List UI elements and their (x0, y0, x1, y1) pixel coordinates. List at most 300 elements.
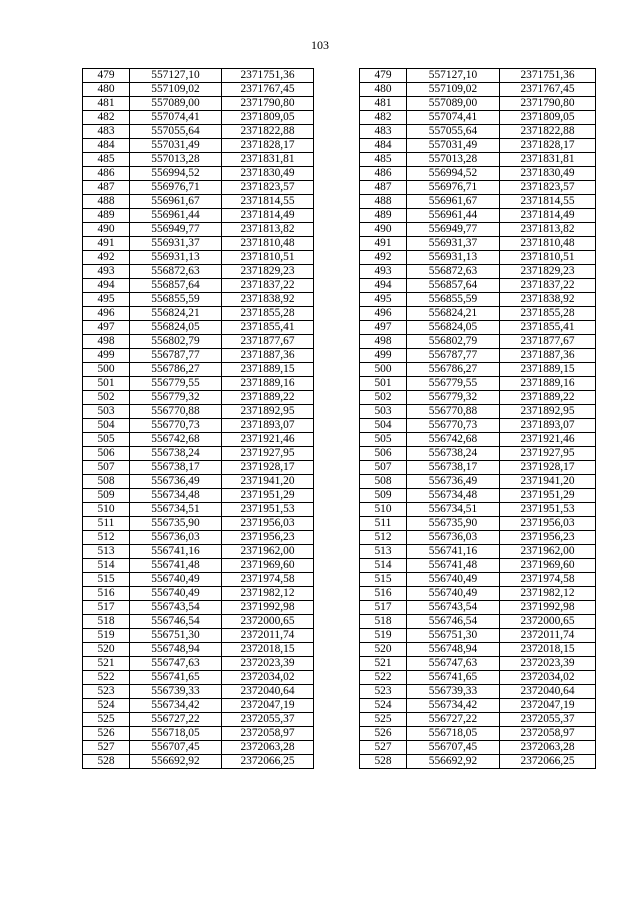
right-y-coordinate-cell: 2372066,25 (500, 755, 596, 769)
right-point-number-cell: 498 (360, 335, 407, 349)
right-y-coordinate-cell: 2371830,49 (500, 167, 596, 181)
right-x-coordinate-cell: 556872,63 (407, 265, 500, 279)
column-gap (314, 321, 360, 335)
table-row (83, 405, 596, 419)
left-x-coordinate-cell: 556994,52 (130, 167, 222, 181)
right-point-number-cell: 480 (360, 83, 407, 97)
column-gap (314, 629, 360, 643)
left-y-coordinate-cell: 2371814,55 (222, 195, 314, 209)
right-y-coordinate-cell: 2371823,57 (500, 181, 596, 195)
table-row (83, 321, 596, 335)
right-point-number-cell: 512 (360, 531, 407, 545)
right-y-coordinate-cell: 2371969,60 (500, 559, 596, 573)
left-point-number-cell: 498 (83, 335, 130, 349)
left-y-coordinate-cell: 2371927,95 (222, 447, 314, 461)
right-point-number-cell: 525 (360, 713, 407, 727)
right-x-coordinate-cell: 556779,55 (407, 377, 500, 391)
table-row (83, 559, 596, 573)
left-point-number-cell: 524 (83, 699, 130, 713)
left-y-coordinate-cell: 2372023,39 (222, 657, 314, 671)
left-point-number-cell: 505 (83, 433, 130, 447)
right-point-number-cell: 504 (360, 419, 407, 433)
left-y-coordinate-cell: 2371810,48 (222, 237, 314, 251)
right-y-coordinate-cell: 2371921,46 (500, 433, 596, 447)
left-x-coordinate-cell: 556770,73 (130, 419, 222, 433)
left-point-number-cell: 507 (83, 461, 130, 475)
right-x-coordinate-cell: 556707,45 (407, 741, 500, 755)
right-point-number-cell: 506 (360, 447, 407, 461)
left-y-coordinate-cell: 2371814,49 (222, 209, 314, 223)
left-x-coordinate-cell: 556741,65 (130, 671, 222, 685)
right-y-coordinate-cell: 2371893,07 (500, 419, 596, 433)
right-point-number-cell: 505 (360, 433, 407, 447)
right-y-coordinate-cell: 2371855,41 (500, 321, 596, 335)
right-y-coordinate-cell: 2371822,88 (500, 125, 596, 139)
left-x-coordinate-cell: 556779,32 (130, 391, 222, 405)
left-x-coordinate-cell: 556741,16 (130, 545, 222, 559)
right-y-coordinate-cell: 2372018,15 (500, 643, 596, 657)
left-point-number-cell: 496 (83, 307, 130, 321)
left-x-coordinate-cell: 556787,77 (130, 349, 222, 363)
left-y-coordinate-cell: 2371838,92 (222, 293, 314, 307)
column-gap (314, 363, 360, 377)
left-x-coordinate-cell: 556961,44 (130, 209, 222, 223)
left-x-coordinate-cell: 557127,10 (130, 69, 222, 83)
left-point-number-cell: 509 (83, 489, 130, 503)
left-y-coordinate-cell: 2371831,81 (222, 153, 314, 167)
right-point-number-cell: 482 (360, 111, 407, 125)
left-y-coordinate-cell: 2371889,22 (222, 391, 314, 405)
left-x-coordinate-cell: 556824,21 (130, 307, 222, 321)
column-gap (314, 489, 360, 503)
left-point-number-cell: 522 (83, 671, 130, 685)
table-row (83, 153, 596, 167)
left-x-coordinate-cell: 556692,92 (130, 755, 222, 769)
left-point-number-cell: 513 (83, 545, 130, 559)
right-x-coordinate-cell: 557055,64 (407, 125, 500, 139)
table-row (83, 265, 596, 279)
right-point-number-cell: 523 (360, 685, 407, 699)
column-gap (314, 307, 360, 321)
column-gap (314, 671, 360, 685)
right-y-coordinate-cell: 2371956,23 (500, 531, 596, 545)
left-point-number-cell: 502 (83, 391, 130, 405)
table-row (83, 307, 596, 321)
right-x-coordinate-cell: 556857,64 (407, 279, 500, 293)
left-x-coordinate-cell: 556751,30 (130, 629, 222, 643)
left-point-number-cell: 497 (83, 321, 130, 335)
right-x-coordinate-cell: 556734,51 (407, 503, 500, 517)
right-x-coordinate-cell: 556802,79 (407, 335, 500, 349)
column-gap (314, 503, 360, 517)
left-point-number-cell: 487 (83, 181, 130, 195)
table-row (83, 237, 596, 251)
right-point-number-cell: 490 (360, 223, 407, 237)
column-gap (314, 447, 360, 461)
left-x-coordinate-cell: 557089,00 (130, 97, 222, 111)
left-x-coordinate-cell: 556738,17 (130, 461, 222, 475)
left-point-number-cell: 510 (83, 503, 130, 517)
table-row (83, 699, 596, 713)
table-row (83, 685, 596, 699)
column-gap (314, 741, 360, 755)
right-x-coordinate-cell: 556961,67 (407, 195, 500, 209)
right-point-number-cell: 491 (360, 237, 407, 251)
left-y-coordinate-cell: 2371889,16 (222, 377, 314, 391)
left-y-coordinate-cell: 2372055,37 (222, 713, 314, 727)
left-point-number-cell: 527 (83, 741, 130, 755)
table-row (83, 531, 596, 545)
left-y-coordinate-cell: 2371877,67 (222, 335, 314, 349)
table-row (83, 741, 596, 755)
right-point-number-cell: 503 (360, 405, 407, 419)
left-point-number-cell: 508 (83, 475, 130, 489)
left-point-number-cell: 480 (83, 83, 130, 97)
left-y-coordinate-cell: 2372011,74 (222, 629, 314, 643)
column-gap (314, 125, 360, 139)
table-row (83, 671, 596, 685)
right-point-number-cell: 526 (360, 727, 407, 741)
left-x-coordinate-cell: 556786,27 (130, 363, 222, 377)
left-point-number-cell: 499 (83, 349, 130, 363)
left-x-coordinate-cell: 556738,24 (130, 447, 222, 461)
left-y-coordinate-cell: 2371956,03 (222, 517, 314, 531)
left-point-number-cell: 495 (83, 293, 130, 307)
right-point-number-cell: 493 (360, 265, 407, 279)
left-point-number-cell: 488 (83, 195, 130, 209)
right-y-coordinate-cell: 2372058,97 (500, 727, 596, 741)
column-gap (314, 349, 360, 363)
table-row (83, 391, 596, 405)
column-gap (314, 139, 360, 153)
right-y-coordinate-cell: 2371828,17 (500, 139, 596, 153)
left-point-number-cell: 500 (83, 363, 130, 377)
right-point-number-cell: 489 (360, 209, 407, 223)
left-point-number-cell: 512 (83, 531, 130, 545)
column-gap (314, 111, 360, 125)
right-point-number-cell: 508 (360, 475, 407, 489)
right-x-coordinate-cell: 556751,30 (407, 629, 500, 643)
left-x-coordinate-cell: 557031,49 (130, 139, 222, 153)
column-gap (314, 237, 360, 251)
table-row (83, 461, 596, 475)
right-point-number-cell: 520 (360, 643, 407, 657)
column-gap (314, 167, 360, 181)
left-x-coordinate-cell: 556742,68 (130, 433, 222, 447)
left-x-coordinate-cell: 556735,90 (130, 517, 222, 531)
left-y-coordinate-cell: 2371823,57 (222, 181, 314, 195)
left-x-coordinate-cell: 556770,88 (130, 405, 222, 419)
table-row (83, 181, 596, 195)
left-x-coordinate-cell: 556747,63 (130, 657, 222, 671)
right-y-coordinate-cell: 2371751,36 (500, 69, 596, 83)
right-point-number-cell: 497 (360, 321, 407, 335)
right-point-number-cell: 496 (360, 307, 407, 321)
right-x-coordinate-cell: 556736,49 (407, 475, 500, 489)
left-x-coordinate-cell: 556976,71 (130, 181, 222, 195)
left-x-coordinate-cell: 556740,49 (130, 587, 222, 601)
right-x-coordinate-cell: 556741,65 (407, 671, 500, 685)
left-y-coordinate-cell: 2371887,36 (222, 349, 314, 363)
table-row (83, 587, 596, 601)
right-x-coordinate-cell: 556787,77 (407, 349, 500, 363)
left-point-number-cell: 514 (83, 559, 130, 573)
right-x-coordinate-cell: 556739,33 (407, 685, 500, 699)
right-y-coordinate-cell: 2372047,19 (500, 699, 596, 713)
column-gap (314, 699, 360, 713)
right-point-number-cell: 495 (360, 293, 407, 307)
right-y-coordinate-cell: 2371951,53 (500, 503, 596, 517)
column-gap (314, 573, 360, 587)
right-y-coordinate-cell: 2372040,64 (500, 685, 596, 699)
left-x-coordinate-cell: 556727,22 (130, 713, 222, 727)
left-point-number-cell: 481 (83, 97, 130, 111)
right-y-coordinate-cell: 2371974,58 (500, 573, 596, 587)
left-x-coordinate-cell: 557109,02 (130, 83, 222, 97)
left-point-number-cell: 517 (83, 601, 130, 615)
left-x-coordinate-cell: 556802,79 (130, 335, 222, 349)
right-y-coordinate-cell: 2371892,95 (500, 405, 596, 419)
right-x-coordinate-cell: 557127,10 (407, 69, 500, 83)
left-point-number-cell: 521 (83, 657, 130, 671)
column-gap (314, 475, 360, 489)
right-y-coordinate-cell: 2372000,65 (500, 615, 596, 629)
table-row (83, 433, 596, 447)
left-x-coordinate-cell: 556855,59 (130, 293, 222, 307)
right-x-coordinate-cell: 556824,21 (407, 307, 500, 321)
column-gap (314, 391, 360, 405)
coordinates-table (82, 68, 596, 769)
right-y-coordinate-cell: 2371889,22 (500, 391, 596, 405)
right-point-number-cell: 507 (360, 461, 407, 475)
right-point-number-cell: 524 (360, 699, 407, 713)
left-y-coordinate-cell: 2371751,36 (222, 69, 314, 83)
column-gap (314, 713, 360, 727)
right-point-number-cell: 479 (360, 69, 407, 83)
page-number: 103 (311, 38, 329, 52)
table-row (83, 727, 596, 741)
right-x-coordinate-cell: 556961,44 (407, 209, 500, 223)
right-point-number-cell: 492 (360, 251, 407, 265)
left-y-coordinate-cell: 2372058,97 (222, 727, 314, 741)
left-x-coordinate-cell: 556739,33 (130, 685, 222, 699)
right-point-number-cell: 509 (360, 489, 407, 503)
right-x-coordinate-cell: 556747,63 (407, 657, 500, 671)
left-y-coordinate-cell: 2371810,51 (222, 251, 314, 265)
left-y-coordinate-cell: 2371855,41 (222, 321, 314, 335)
right-point-number-cell: 485 (360, 153, 407, 167)
left-point-number-cell: 523 (83, 685, 130, 699)
table-row (83, 573, 596, 587)
left-x-coordinate-cell: 556734,42 (130, 699, 222, 713)
table-row (83, 335, 596, 349)
left-y-coordinate-cell: 2371951,29 (222, 489, 314, 503)
right-x-coordinate-cell: 556779,32 (407, 391, 500, 405)
table-row (83, 69, 596, 83)
left-x-coordinate-cell: 556734,48 (130, 489, 222, 503)
right-point-number-cell: 484 (360, 139, 407, 153)
right-point-number-cell: 486 (360, 167, 407, 181)
left-point-number-cell: 490 (83, 223, 130, 237)
right-x-coordinate-cell: 556718,05 (407, 727, 500, 741)
table-row (83, 223, 596, 237)
right-x-coordinate-cell: 556734,48 (407, 489, 500, 503)
left-point-number-cell: 483 (83, 125, 130, 139)
left-point-number-cell: 501 (83, 377, 130, 391)
right-point-number-cell: 494 (360, 279, 407, 293)
right-y-coordinate-cell: 2371814,49 (500, 209, 596, 223)
right-point-number-cell: 499 (360, 349, 407, 363)
left-x-coordinate-cell: 556857,64 (130, 279, 222, 293)
right-x-coordinate-cell: 557031,49 (407, 139, 500, 153)
right-x-coordinate-cell: 556994,52 (407, 167, 500, 181)
table-row (83, 209, 596, 223)
left-point-number-cell: 492 (83, 251, 130, 265)
left-y-coordinate-cell: 2371855,28 (222, 307, 314, 321)
right-x-coordinate-cell: 556746,54 (407, 615, 500, 629)
right-point-number-cell: 527 (360, 741, 407, 755)
right-y-coordinate-cell: 2371767,45 (500, 83, 596, 97)
table-row (83, 503, 596, 517)
left-point-number-cell: 518 (83, 615, 130, 629)
right-x-coordinate-cell: 556770,73 (407, 419, 500, 433)
right-y-coordinate-cell: 2372011,74 (500, 629, 596, 643)
left-x-coordinate-cell: 556734,51 (130, 503, 222, 517)
table-row (83, 601, 596, 615)
left-x-coordinate-cell: 556740,49 (130, 573, 222, 587)
right-y-coordinate-cell: 2371790,80 (500, 97, 596, 111)
left-x-coordinate-cell: 556718,05 (130, 727, 222, 741)
column-gap (314, 643, 360, 657)
left-point-number-cell: 515 (83, 573, 130, 587)
left-x-coordinate-cell: 556949,77 (130, 223, 222, 237)
left-y-coordinate-cell: 2372063,28 (222, 741, 314, 755)
left-point-number-cell: 493 (83, 265, 130, 279)
left-point-number-cell: 494 (83, 279, 130, 293)
right-x-coordinate-cell: 556949,77 (407, 223, 500, 237)
left-point-number-cell: 525 (83, 713, 130, 727)
table-row (83, 419, 596, 433)
column-gap (314, 69, 360, 83)
left-point-number-cell: 482 (83, 111, 130, 125)
right-x-coordinate-cell: 556692,92 (407, 755, 500, 769)
right-y-coordinate-cell: 2371877,67 (500, 335, 596, 349)
column-gap (314, 657, 360, 671)
right-x-coordinate-cell: 556736,03 (407, 531, 500, 545)
left-point-number-cell: 484 (83, 139, 130, 153)
right-y-coordinate-cell: 2372023,39 (500, 657, 596, 671)
table-row (83, 643, 596, 657)
table-row (83, 195, 596, 209)
column-gap (314, 279, 360, 293)
left-y-coordinate-cell: 2371837,22 (222, 279, 314, 293)
table-row (83, 363, 596, 377)
table-row (83, 713, 596, 727)
right-x-coordinate-cell: 556748,94 (407, 643, 500, 657)
right-y-coordinate-cell: 2371889,16 (500, 377, 596, 391)
left-x-coordinate-cell: 557013,28 (130, 153, 222, 167)
column-gap (314, 517, 360, 531)
left-y-coordinate-cell: 2372018,15 (222, 643, 314, 657)
right-y-coordinate-cell: 2371810,48 (500, 237, 596, 251)
right-point-number-cell: 515 (360, 573, 407, 587)
right-point-number-cell: 521 (360, 657, 407, 671)
left-point-number-cell: 504 (83, 419, 130, 433)
table-row (83, 489, 596, 503)
left-point-number-cell: 503 (83, 405, 130, 419)
right-x-coordinate-cell: 556743,54 (407, 601, 500, 615)
column-gap (314, 377, 360, 391)
table-row (83, 293, 596, 307)
left-y-coordinate-cell: 2372034,02 (222, 671, 314, 685)
right-point-number-cell: 488 (360, 195, 407, 209)
right-y-coordinate-cell: 2371962,00 (500, 545, 596, 559)
right-y-coordinate-cell: 2371855,28 (500, 307, 596, 321)
right-x-coordinate-cell: 556735,90 (407, 517, 500, 531)
right-point-number-cell: 500 (360, 363, 407, 377)
right-x-coordinate-cell: 556738,24 (407, 447, 500, 461)
column-gap (314, 195, 360, 209)
right-y-coordinate-cell: 2371810,51 (500, 251, 596, 265)
right-y-coordinate-cell: 2371887,36 (500, 349, 596, 363)
column-gap (314, 433, 360, 447)
left-y-coordinate-cell: 2372000,65 (222, 615, 314, 629)
table-row (83, 349, 596, 363)
right-point-number-cell: 502 (360, 391, 407, 405)
table-row (83, 447, 596, 461)
right-x-coordinate-cell: 556786,27 (407, 363, 500, 377)
left-y-coordinate-cell: 2371956,23 (222, 531, 314, 545)
right-x-coordinate-cell: 556824,05 (407, 321, 500, 335)
left-y-coordinate-cell: 2372040,64 (222, 685, 314, 699)
left-x-coordinate-cell: 556736,03 (130, 531, 222, 545)
right-point-number-cell: 519 (360, 629, 407, 643)
column-gap (314, 181, 360, 195)
column-gap (314, 755, 360, 769)
table-body (83, 69, 596, 769)
column-gap (314, 83, 360, 97)
left-y-coordinate-cell: 2371892,95 (222, 405, 314, 419)
right-y-coordinate-cell: 2371941,20 (500, 475, 596, 489)
left-y-coordinate-cell: 2371809,05 (222, 111, 314, 125)
left-y-coordinate-cell: 2371829,23 (222, 265, 314, 279)
right-y-coordinate-cell: 2371889,15 (500, 363, 596, 377)
right-y-coordinate-cell: 2371927,95 (500, 447, 596, 461)
right-x-coordinate-cell: 556734,42 (407, 699, 500, 713)
left-x-coordinate-cell: 557055,64 (130, 125, 222, 139)
table-row (83, 517, 596, 531)
left-y-coordinate-cell: 2371974,58 (222, 573, 314, 587)
right-y-coordinate-cell: 2372034,02 (500, 671, 596, 685)
left-x-coordinate-cell: 556872,63 (130, 265, 222, 279)
column-gap (314, 97, 360, 111)
right-point-number-cell: 517 (360, 601, 407, 615)
table-row (83, 615, 596, 629)
right-point-number-cell: 518 (360, 615, 407, 629)
right-x-coordinate-cell: 556770,88 (407, 405, 500, 419)
table-row (83, 545, 596, 559)
left-point-number-cell: 520 (83, 643, 130, 657)
left-point-number-cell: 489 (83, 209, 130, 223)
left-point-number-cell: 519 (83, 629, 130, 643)
right-x-coordinate-cell: 556741,48 (407, 559, 500, 573)
right-point-number-cell: 487 (360, 181, 407, 195)
right-point-number-cell: 513 (360, 545, 407, 559)
left-y-coordinate-cell: 2371813,82 (222, 223, 314, 237)
left-y-coordinate-cell: 2372047,19 (222, 699, 314, 713)
left-point-number-cell: 485 (83, 153, 130, 167)
right-point-number-cell: 501 (360, 377, 407, 391)
